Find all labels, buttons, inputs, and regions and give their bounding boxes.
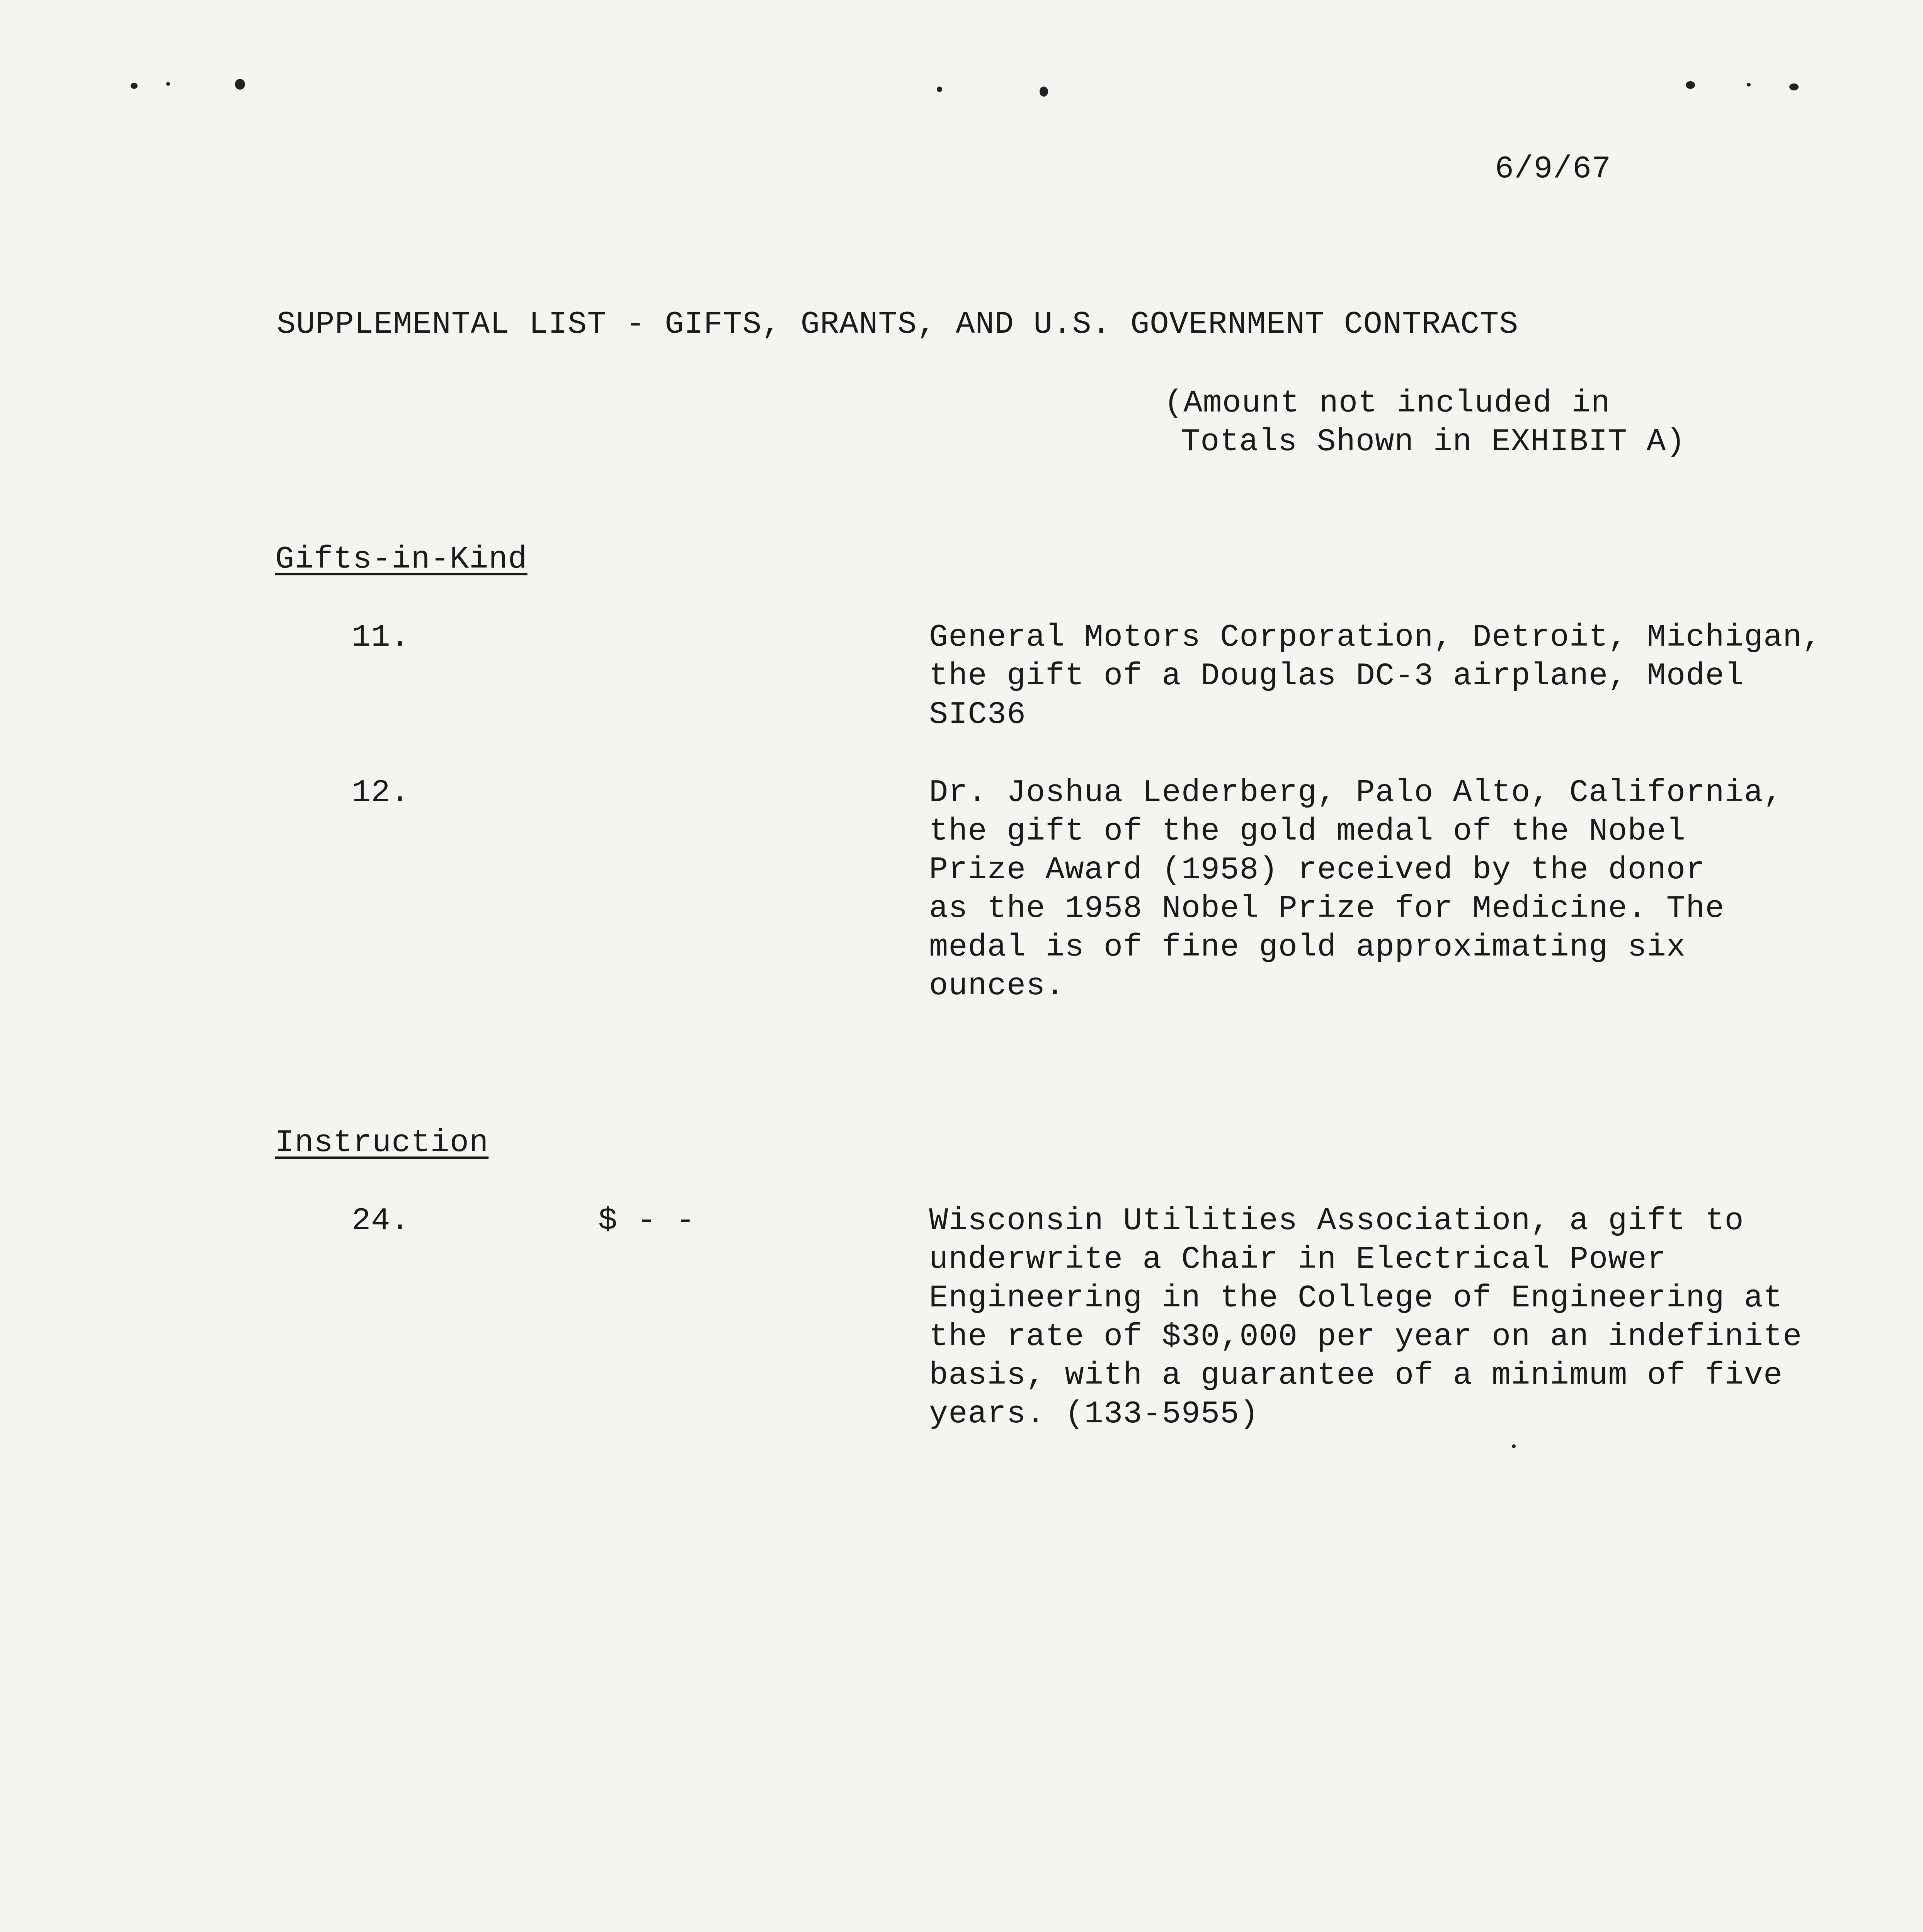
scan-speck: [131, 83, 138, 89]
scan-speck: [1512, 1444, 1516, 1448]
scan-speck: [166, 82, 170, 86]
document-date: 6/9/67: [1495, 151, 1612, 187]
scan-speck: [1789, 83, 1799, 90]
section-heading-gifts-in-kind: Gifts-in-Kind: [275, 541, 528, 577]
scan-speck: [235, 79, 245, 90]
item-amount: $ - -: [598, 1203, 696, 1239]
item-description: General Motors Corporation, Detroit, Michigan, the gift of a Douglas DC-3 airplane, Model SIC36: [929, 619, 1822, 733]
item-description: Dr. Joshua Lederberg, Palo Alto, California, the gift of the gold medal of the Nobel Prize Award (1958) received by the donor as the 1958 Nobel Prize for Medicine. The medal is of fine gold approximating six ounces.: [929, 775, 1783, 1004]
scan-speck: [1040, 87, 1048, 97]
amount-note-line-2: Totals Shown in EXHIBIT A): [1181, 424, 1686, 460]
scan-speck: [1747, 83, 1751, 87]
scan-speck: [937, 87, 942, 92]
item-number: 24.: [352, 1203, 410, 1239]
item-number: 12.: [352, 775, 410, 811]
item-description: Wisconsin Utilities Association, a gift to underwrite a Chair in Electrical Power Engineering in the College of Engineering at the rate of $30,000 per year on an indefinite basis, with a guarantee of a minimum of five years. (133-5955): [929, 1203, 1802, 1432]
section-heading-instruction: Instruction: [275, 1125, 489, 1161]
item-number: 11.: [352, 619, 410, 655]
amount-note-line-1: (Amount not included in: [1164, 385, 1610, 421]
document-title: SUPPLEMENTAL LIST - GIFTS, GRANTS, AND U.S. GOVERNMENT CONTRACTS: [277, 306, 1519, 342]
scan-speck: [1686, 81, 1695, 89]
